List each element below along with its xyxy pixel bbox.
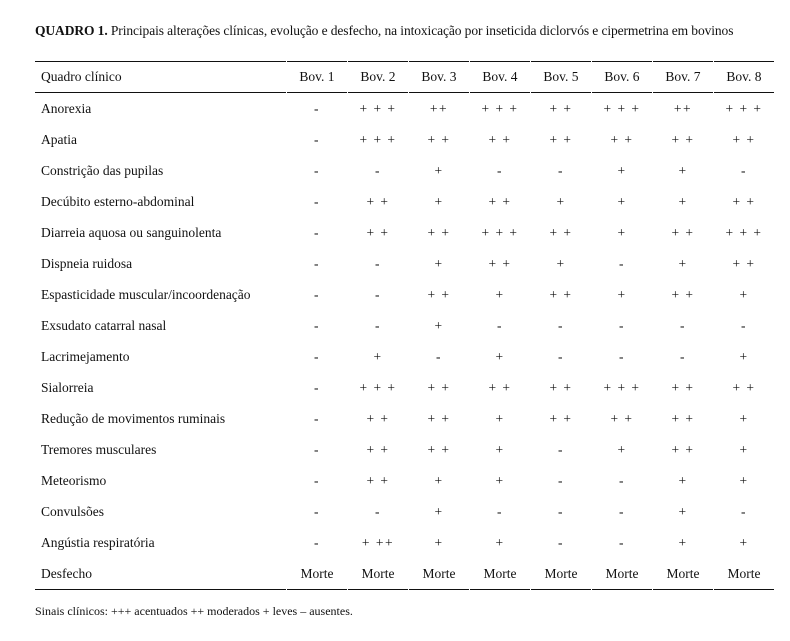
cell-bov-6: - [619, 472, 625, 488]
table-row [35, 465, 774, 496]
cell-bov-1: - [314, 317, 320, 333]
cell-bov-2: Morte [348, 558, 408, 590]
cell-bov-7: + + [671, 224, 695, 240]
row-label: Meteorismo [41, 472, 107, 488]
cell-bov-5: - [558, 472, 564, 488]
cell-bov-2: + + [366, 472, 390, 488]
header-bov-4: Bov. 4 [470, 61, 530, 93]
table-row [35, 434, 774, 465]
cell-bov-4: + [495, 441, 505, 457]
cell-bov-8: + + + [725, 100, 763, 116]
table-row [35, 496, 774, 527]
cell-bov-8: - [741, 162, 747, 178]
cell-bov-3: ++ [429, 100, 449, 116]
cell-bov-2: + + + [359, 100, 397, 116]
cell-bov-1: - [314, 503, 320, 519]
cell-bov-7: + + [671, 379, 695, 395]
cell-bov-7: Morte [653, 558, 713, 590]
cell-bov-4: + [495, 348, 505, 364]
cell-bov-4: + + [488, 193, 512, 209]
cell-bov-4: - [497, 317, 503, 333]
cell-bov-8: + [739, 441, 749, 457]
header-bov-8: Bov. 8 [714, 61, 774, 93]
row-label: Exsudato catarral nasal [41, 317, 167, 333]
cell-bov-7: + + [671, 131, 695, 147]
cell-bov-6: + + + [603, 100, 641, 116]
cell-bov-7: + + [671, 441, 695, 457]
cell-bov-7: + [678, 162, 688, 178]
cell-bov-4: Morte [470, 558, 530, 590]
cell-bov-3: + [434, 255, 444, 271]
cell-bov-5: + + [549, 286, 573, 302]
table-row [35, 403, 774, 434]
cell-bov-3: + + [427, 379, 451, 395]
cell-bov-8: + + [732, 193, 756, 209]
cell-bov-5: + + [549, 100, 573, 116]
row-label: Diarreia aquosa ou sanguinolenta [41, 224, 222, 240]
row-label: Constrição das pupilas [41, 162, 164, 178]
header-bov-3: Bov. 3 [409, 61, 469, 93]
cell-bov-2: + + + [359, 379, 397, 395]
cell-bov-3: + + [427, 410, 451, 426]
cell-bov-2: - [375, 255, 381, 271]
cell-bov-8: Morte [714, 558, 774, 590]
cell-bov-1: - [314, 131, 320, 147]
cell-bov-1: - [314, 286, 320, 302]
cell-bov-7: + + [671, 286, 695, 302]
cell-bov-1: - [314, 162, 320, 178]
cell-bov-8: + + [732, 379, 756, 395]
cell-bov-3: Morte [409, 558, 469, 590]
cell-bov-8: + [739, 472, 749, 488]
cell-bov-4: + [495, 410, 505, 426]
cell-bov-7: - [680, 317, 686, 333]
cell-bov-1: - [314, 379, 320, 395]
cell-bov-5: - [558, 503, 564, 519]
cell-bov-2: + [373, 348, 383, 364]
cell-bov-6: - [619, 534, 625, 550]
row-label: Dispneia ruidosa [41, 255, 133, 271]
cell-bov-1: Morte [287, 558, 347, 590]
header-quadro-clinico: Quadro clínico [35, 61, 286, 93]
header-bov-2: Bov. 2 [348, 61, 408, 93]
clinical-signs-table [34, 61, 775, 590]
cell-bov-5: Morte [531, 558, 591, 590]
cell-bov-3: + + [427, 224, 451, 240]
cell-bov-2: - [375, 503, 381, 519]
cell-bov-3: + + [427, 286, 451, 302]
cell-bov-4: + + [488, 131, 512, 147]
cell-bov-6: + [617, 441, 627, 457]
cell-bov-6: - [619, 317, 625, 333]
cell-bov-6: + [617, 224, 627, 240]
table-row [35, 527, 774, 558]
cell-bov-6: + + + [603, 379, 641, 395]
cell-bov-2: + ++ [361, 534, 395, 550]
cell-bov-2: + + [366, 224, 390, 240]
cell-bov-7: - [680, 348, 686, 364]
table-row [35, 372, 774, 403]
cell-bov-1: - [314, 100, 320, 116]
cell-bov-3: + [434, 193, 444, 209]
cell-bov-1: - [314, 472, 320, 488]
cell-bov-5: + + [549, 224, 573, 240]
cell-bov-7: + [678, 503, 688, 519]
cell-bov-4: + [495, 472, 505, 488]
cell-bov-8: + [739, 534, 749, 550]
cell-bov-8: - [741, 503, 747, 519]
table-row [35, 248, 774, 279]
table-row [35, 186, 774, 217]
cell-bov-5: - [558, 162, 564, 178]
table-body [35, 93, 774, 590]
cell-bov-7: + [678, 472, 688, 488]
row-label: Espasticidade muscular/incoordenação [41, 286, 251, 302]
row-label: Tremores musculares [41, 441, 157, 457]
cell-bov-1: - [314, 193, 320, 209]
row-label: Apatia [41, 131, 77, 147]
cell-bov-6: - [619, 255, 625, 271]
cell-bov-8: + + [732, 131, 756, 147]
table-row [35, 310, 774, 341]
cell-bov-7: + [678, 255, 688, 271]
cell-bov-6: - [619, 348, 625, 364]
row-label: Decúbito esterno-abdominal [41, 193, 195, 209]
cell-bov-1: - [314, 255, 320, 271]
cell-bov-8: + + + [725, 224, 763, 240]
table-caption [35, 23, 733, 39]
cell-bov-8: + [739, 348, 749, 364]
row-label: Desfecho [35, 558, 286, 590]
header-bov-5: Bov. 5 [531, 61, 591, 93]
row-label: Sialorreia [41, 379, 94, 395]
cell-bov-6: + [617, 286, 627, 302]
cell-bov-5: - [558, 534, 564, 550]
cell-bov-4: + + [488, 255, 512, 271]
cell-bov-3: + + [427, 131, 451, 147]
cell-bov-5: + + [549, 410, 573, 426]
cell-bov-5: - [558, 317, 564, 333]
cell-bov-6: + [617, 162, 627, 178]
table-row [35, 279, 774, 310]
cell-bov-3: + [434, 534, 444, 550]
cell-bov-5: + + [549, 131, 573, 147]
cell-bov-3: + [434, 162, 444, 178]
cell-bov-3: + [434, 503, 444, 519]
cell-bov-4: - [497, 503, 503, 519]
header-bov-1: Bov. 1 [287, 61, 347, 93]
table-header-row [35, 61, 774, 93]
cell-bov-4: + + + [481, 100, 519, 116]
cell-bov-7: + + [671, 410, 695, 426]
cell-bov-3: + [434, 472, 444, 488]
cell-bov-8: + + [732, 255, 756, 271]
cell-bov-5: + [556, 193, 566, 209]
cell-bov-5: - [558, 348, 564, 364]
cell-bov-2: + + [366, 193, 390, 209]
table-row [35, 155, 774, 186]
table-row [35, 558, 774, 590]
row-label: Convulsões [41, 503, 105, 519]
cell-bov-4: + + [488, 379, 512, 395]
cell-bov-6: + [617, 193, 627, 209]
cell-bov-8: - [741, 317, 747, 333]
row-label: Angústia respiratória [41, 534, 155, 550]
cell-bov-4: + [495, 534, 505, 550]
cell-bov-1: - [314, 534, 320, 550]
cell-bov-2: + + + [359, 131, 397, 147]
row-label: Lacrimejamento [41, 348, 130, 364]
table-row [35, 341, 774, 372]
table-footnote: Sinais clínicos: +++ acentuados ++ moderados + leves – ausentes. [35, 604, 353, 618]
header-bov-6: Bov. 6 [592, 61, 652, 93]
cell-bov-1: - [314, 348, 320, 364]
cell-bov-2: - [375, 162, 381, 178]
cell-bov-2: - [375, 286, 381, 302]
cell-bov-5: - [558, 441, 564, 457]
cell-bov-2: - [375, 317, 381, 333]
table-row [35, 93, 774, 124]
cell-bov-7: ++ [673, 100, 693, 116]
cell-bov-5: + + [549, 379, 573, 395]
cell-bov-8: + [739, 286, 749, 302]
cell-bov-2: + + [366, 441, 390, 457]
cell-bov-4: + + + [481, 224, 519, 240]
row-label: Anorexia [41, 100, 92, 116]
cell-bov-3: + + [427, 441, 451, 457]
cell-bov-2: + + [366, 410, 390, 426]
cell-bov-1: - [314, 410, 320, 426]
cell-bov-4: - [497, 162, 503, 178]
cell-bov-6: + + [610, 131, 634, 147]
header-bov-7: Bov. 7 [653, 61, 713, 93]
cell-bov-1: - [314, 224, 320, 240]
table-row [35, 124, 774, 155]
caption-text: Principais alterações clínicas, evolução e desfecho, na intoxicação por inseticida diclorvós e cipermetrina em bovinos [110, 23, 734, 38]
row-label: Redução de movimentos ruminais [41, 410, 226, 426]
cell-bov-6: Morte [592, 558, 652, 590]
cell-bov-3: + [434, 317, 444, 333]
cell-bov-8: + [739, 410, 749, 426]
cell-bov-6: + + [610, 410, 634, 426]
cell-bov-1: - [314, 441, 320, 457]
cell-bov-7: + [678, 193, 688, 209]
cell-bov-6: - [619, 503, 625, 519]
table-row [35, 217, 774, 248]
cell-bov-4: + [495, 286, 505, 302]
caption-label: QUADRO 1. [35, 23, 108, 38]
cell-bov-7: + [678, 534, 688, 550]
cell-bov-3: - [436, 348, 442, 364]
cell-bov-5: + [556, 255, 566, 271]
